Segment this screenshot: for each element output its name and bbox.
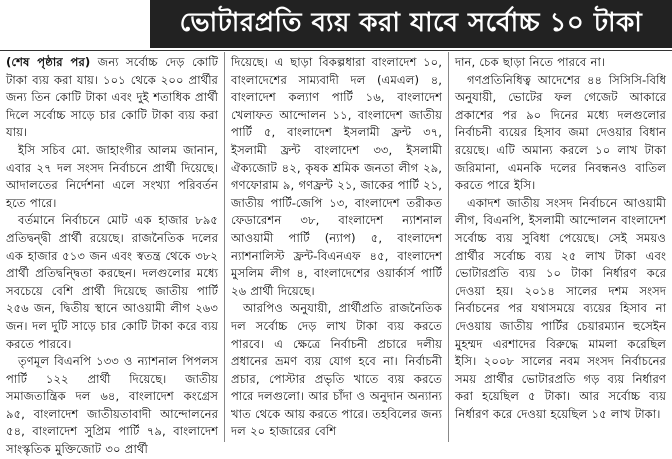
paragraph-text: জন্য সর্বোচ্চ দেড় কোটি টাকা ব্যয় করা যায়। ১০১ থেকে ২০০ প্রার্থীর জন্য তিন কোটি টাকা এবং দুই শতাধিক প্রার্থী দিলে সর্বোচ্চ সাড়ে চার কোটি টাকা ব্যয় করা যায়।	[6, 55, 218, 140]
paragraph: বর্তমানে নির্বাচনে মোট এক হাজার ৮৯৫ প্রতিদ্বন্দ্বী প্রার্থী রয়েছে। রাজনৈতিক দলের এক হাজার ৫১৩ জন এবং স্বতন্ত্র থেকে ৩৮২ প্রার্থী প্রতিদ্বন্দ্বিতা করছেন। দলগুলোর মধ্যে সবচেয়ে বেশি প্রার্থী দিয়েছে জাতীয় পার্টি ২৫৬ জন, দ্বিতীয় স্থানে আওয়ামী লীগ ২৬৩ জন। দল দুটি সাড়ে চার কোটি টাকা করে ব্যয় করতে পারবে।	[6, 213, 218, 351]
article-columns	[0, 52, 672, 457]
paragraph	[6, 54, 218, 142]
paragraph: আরপিও অনুযায়ী, প্রার্থীপ্রতি রাজনৈতিক দল সর্বোচ্চ দেড় লাখ টাকা ব্যয় করতে পারবে। এ ক্ষেত্রে নির্বাচনী প্রচারে দলীয় প্রধানের ভ্রমণ ব্যয় যোগ হবে না। নির্বাচনী প্রচার, পোস্টার প্রভৃতি খাতে ব্যয় করতে পারে দলগুলো। আর চাঁদা ও অনুদান অন্যান্য খাত থেকে আয় করতে পারে। তহবিলের জন্য দল ২০ হাজারের বেশি	[231, 301, 442, 439]
paragraph: দিয়েছে। এ ছাড়া বিকল্পধারা বাংলাদেশ ১০, বাংলাদেশের সাম্যবাদী দল (এমএল) ৪, বাংলাদেশ কল্যাণ পার্টি ১৬, বাংলাদেশ খেলাফত আন্দোলন ১১, বাংলাদেশ জাতীয় পার্টি ৫, বাংলাদেশ ইসলামী ফ্রন্ট ৩৭, ইসলামী ফ্রন্ট বাংলাদেশ ৩৩, ইসলামী ঐক্যজোট ৪২, কৃষক শ্রমিক জনতা লীগ ২৯, গণফোরাম ৯, গণফ্রন্ট ২১, জাকের পার্টি ২১, জাতীয় পার্টি-জেপি ১৩, বাংলাদেশ তরীকত ফেডারেশন ৩৮, বাংলাদেশ ন্যাশনাল আওয়ামী পার্টি (ন্যাপ) ৫, বাংলাদেশ ন্যাশনালিস্ট ফ্রন্ট-বিএনএফ ৪৫, বাংলাদেশ মুসলিম লীগ ৪, বাংলাদেশের ওয়ার্কার্স পার্টি ২৬ প্রার্থী দিয়েছে।	[231, 55, 442, 298]
paragraph: একাদশ জাতীয় সংসদ নির্বাচনে আওয়ামী লীগ, বিএনপি, ইসলামী আন্দোলন বাংলাদেশ সর্বোচ্চ ব্যয় সুবিধা পেয়েছে। সেই সময়ও প্রার্থীর সর্বোচ্চ ব্যয় ২৫ লাখ টাকা এবং ভোটারপ্রতি ব্যয় ১০ টাকা নির্ধারণ করে দেওয়া হয়। ২০১৪ সালের দশম সংসদ নির্বাচনের পর যথাসময়ে ব্যয়ের হিসাব না দেওয়ায় জাতীয় পার্টির চেয়ারম্যান হুসেইন মুহম্মদ এরশাদের বিরুদ্ধে মামলা করেছিল ইসি। ২০০৮ সালের নবম সংসদ নির্বাচনের সময় প্রার্থীর ভোটারপ্রতি গড় ব্যয় নির্ধারণ করা হয়েছিল ৫ টাকা। আর সর্বোচ্চ ব্যয় নির্ধারণ করে দেওয়া হয়েছিল ১৫ লাখ টাকা।	[455, 195, 666, 421]
column-3	[448, 52, 672, 442]
headline: ভোটারপ্রতি ব্যয় করা যাবে সর্বোচ্চ ১০ টাকা	[179, 8, 643, 38]
paragraph: দান, চেক ছাড়া নিতে পারবে না।	[455, 55, 606, 69]
paragraph: গণপ্রতিনিধিত্ব আদেশের ৪৪ সিসিসি-বিধি অনুযায়ী, ভোটের ফল গেজেট আকারে প্রকাশের পর ৯০ দিনের মধ্যে দলগুলোর নির্বাচনী ব্যয়ের হিসাব জমা দেওয়ার বিধান রয়েছে। এটি অমান্য করলে ১০ লাখ টাকা জরিমানা, এমনকি দলের নিবন্ধনও বাতিল করতে পারে ইসি।	[455, 72, 666, 193]
paragraph: তৃণমূল বিএনপি ১৩৩ ও ন্যাশনাল পিপলস পার্টি ১২২ প্রার্থী দিয়েছে। জাতীয় সমাজতান্ত্রিক দল ৬৪, বাংলাদেশ কংগ্রেস ৯৫, বাংলাদেশ জাতীয়তাবাদী আন্দোলনের ৫৪, বাংলাদেশ সুপ্রিম পার্টি ৭৯, বাংলাদেশ সাংস্কৃতিক মুক্তিজোট ৩০ প্রার্থী	[6, 354, 218, 457]
headline-banner	[150, 0, 672, 48]
paragraph: ইসি সচিব মো. জাহাংগীর আলম জানান, এবার ২৭ দল সংসদ নির্বাচনে প্রার্থী দিয়েছে। আদালতের নির্দেশনা এলে সংখ্যা পরিবর্তন হতে পারে।	[6, 142, 218, 210]
column-1	[0, 52, 224, 457]
continuation-label: (শেষ পৃষ্ঠার পর)	[6, 55, 91, 69]
headline-rule	[0, 50, 672, 51]
column-2	[224, 52, 448, 442]
